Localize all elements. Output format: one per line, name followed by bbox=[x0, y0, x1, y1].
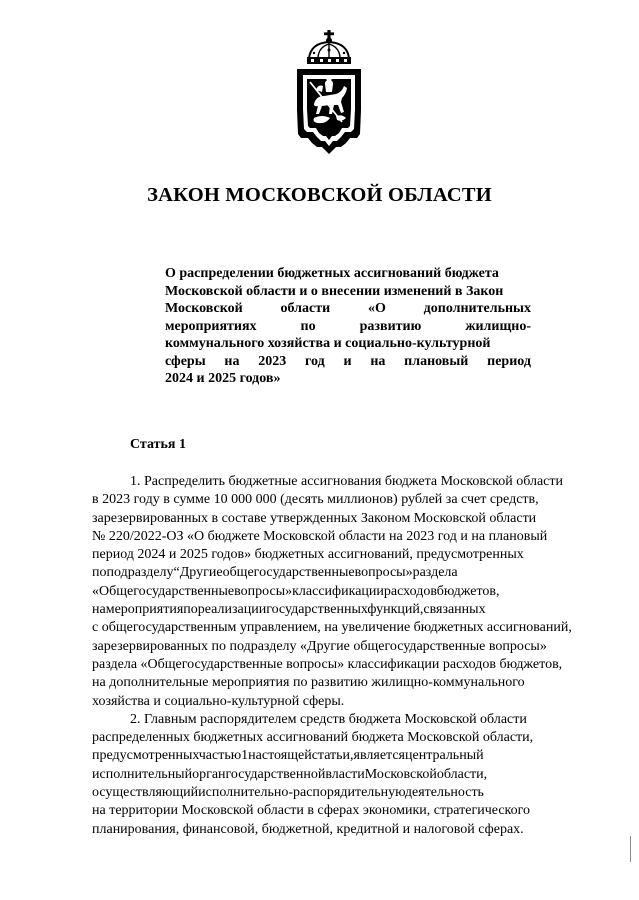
text-fragment: является bbox=[353, 748, 405, 764]
subject-line bbox=[165, 300, 531, 318]
text-fragment: «Общегосударственные bbox=[92, 583, 235, 599]
text-fragment: на дополнительные мероприятия по развитию жилищно-коммунального bbox=[92, 675, 525, 691]
subject-line bbox=[165, 265, 531, 283]
law-subject-title bbox=[165, 265, 531, 388]
text-fragment: распределенных бюджетных ассигнований бюджета Московской области, bbox=[92, 730, 534, 746]
body-line bbox=[92, 821, 609, 839]
coat-of-arms-icon bbox=[292, 30, 366, 156]
text-fragment: коммунального хозяйства и социально-культурной bbox=[165, 336, 491, 351]
text-fragment: исполнительно-распорядительную bbox=[198, 785, 405, 801]
text-fragment: планирования, финансовой, бюджетной, кредитной и налоговой сферах. bbox=[92, 821, 524, 837]
body-line bbox=[92, 747, 609, 765]
body-line bbox=[92, 674, 609, 692]
body-line bbox=[92, 583, 609, 601]
body-line bbox=[92, 491, 609, 509]
text-fragment: в 2023 году в сумме 10 000 000 (десять миллионов) рублей за счет средств, bbox=[92, 492, 539, 508]
text-fragment: вопросы» bbox=[234, 583, 293, 599]
text-fragment: 2. Главным распорядителем средств бюджета Московской области bbox=[130, 711, 527, 727]
text-fragment: власти bbox=[325, 766, 365, 782]
text-fragment: сферы bbox=[165, 353, 206, 369]
body-line bbox=[92, 711, 609, 729]
body-line bbox=[92, 546, 609, 564]
text-fragment: исполнительный bbox=[92, 766, 193, 782]
article-body bbox=[92, 473, 609, 839]
text-fragment: зарезервированных по подразделу «Другие общегосударственные вопросы» bbox=[92, 638, 547, 654]
text-fragment: статьи, bbox=[311, 748, 354, 764]
text-fragment: раздела bbox=[412, 565, 458, 581]
text-fragment: мероприятия bbox=[105, 602, 184, 618]
text-fragment: дополнительных bbox=[423, 301, 531, 316]
text-fragment: на bbox=[92, 602, 106, 618]
text-fragment: развитию bbox=[359, 318, 422, 334]
body-line bbox=[92, 528, 609, 546]
text-fragment: орган bbox=[192, 766, 226, 782]
text-fragment: вопросы» bbox=[354, 565, 413, 581]
text-fragment: мероприятиях bbox=[165, 318, 257, 334]
body-line bbox=[92, 601, 609, 619]
text-fragment: деятельность bbox=[404, 785, 484, 801]
text-fragment: 2024 и 2025 годов» bbox=[165, 371, 281, 386]
text-fragment: связанных bbox=[423, 602, 486, 618]
text-fragment: по bbox=[183, 602, 198, 618]
body-line bbox=[92, 693, 609, 711]
body-line bbox=[92, 619, 609, 637]
crown-icon bbox=[307, 30, 351, 64]
body-line bbox=[92, 510, 609, 528]
page-edge-mark bbox=[630, 836, 631, 862]
text-fragment: зарезервированных в составе утвержденных Законом Московской области bbox=[92, 510, 537, 526]
text-fragment: на территории Московской области в сферах экономики, стратегического bbox=[92, 803, 531, 819]
text-fragment: раздела «Общегосударственные вопросы» классификации расходов бюджетов, bbox=[92, 656, 563, 672]
text-fragment: год bbox=[305, 353, 325, 369]
text-fragment: по bbox=[92, 565, 107, 581]
text-fragment: настоящей bbox=[248, 748, 312, 764]
body-line bbox=[92, 473, 609, 491]
text-fragment: частью bbox=[198, 748, 242, 764]
body-line bbox=[92, 784, 609, 802]
text-fragment: “Другие bbox=[173, 565, 223, 581]
subject-line bbox=[165, 370, 531, 388]
body-line bbox=[92, 729, 609, 747]
text-fragment: по bbox=[300, 318, 316, 334]
text-fragment: Московской области и о внесении изменений в Закон bbox=[165, 283, 504, 299]
text-fragment: классификации bbox=[292, 583, 384, 599]
text-fragment: подразделу bbox=[106, 565, 174, 581]
text-fragment: хозяйства и социально-культурной сферы. bbox=[92, 693, 345, 709]
text-fragment: осуществляющий bbox=[92, 785, 199, 801]
text-fragment: 1 bbox=[241, 748, 249, 764]
body-line bbox=[92, 638, 609, 656]
text-fragment: центральный bbox=[405, 748, 484, 764]
text-fragment: на bbox=[224, 353, 240, 369]
text-fragment: общегосударственные bbox=[222, 565, 355, 581]
text-fragment: 1. Распределить бюджетные ассигнования бюджета Московской области bbox=[130, 474, 563, 489]
text-fragment: на bbox=[370, 353, 386, 369]
text-fragment: государственной bbox=[225, 766, 326, 782]
body-line bbox=[92, 656, 609, 674]
body-line bbox=[92, 766, 609, 784]
text-fragment: Московской bbox=[165, 301, 243, 316]
text-fragment: период 2024 и 2025 годов» бюджетных ассигнований, предусмотренных bbox=[92, 547, 524, 563]
text-fragment: жилищно- bbox=[465, 318, 531, 334]
text-fragment: области bbox=[280, 301, 331, 316]
subject-line bbox=[165, 335, 531, 353]
text-fragment: функций, bbox=[367, 602, 424, 618]
subject-line bbox=[165, 353, 531, 371]
text-fragment: предусмотренных bbox=[92, 748, 199, 764]
text-fragment: реализации bbox=[197, 602, 267, 618]
article-heading: Статья 1 bbox=[130, 437, 186, 452]
text-fragment: Московской bbox=[364, 766, 437, 782]
subject-line bbox=[165, 318, 531, 336]
text-fragment: 2023 bbox=[258, 353, 287, 369]
text-fragment: области, bbox=[436, 766, 488, 782]
text-fragment: государственных bbox=[266, 602, 368, 618]
text-fragment: О распределении бюджетных ассигнований бюджета bbox=[165, 266, 499, 281]
body-line bbox=[92, 564, 609, 582]
text-fragment: расходов bbox=[383, 583, 437, 599]
subject-line bbox=[165, 283, 531, 301]
text-fragment: с общегосударственным управлением, на увеличение бюджетных ассигнований, bbox=[92, 620, 572, 636]
text-fragment: № 220/2022-ОЗ «О бюджете Московской области на 2023 год и на плановый bbox=[92, 528, 548, 544]
text-fragment: и bbox=[343, 353, 352, 369]
text-fragment: период bbox=[487, 353, 531, 369]
text-fragment: «О bbox=[367, 301, 386, 316]
text-fragment: плановый bbox=[404, 353, 469, 369]
body-line bbox=[92, 802, 609, 820]
text-fragment: бюджетов, bbox=[436, 583, 500, 599]
law-title: ЗАКОН МОСКОВСКОЙ ОБЛАСТИ bbox=[147, 184, 492, 206]
